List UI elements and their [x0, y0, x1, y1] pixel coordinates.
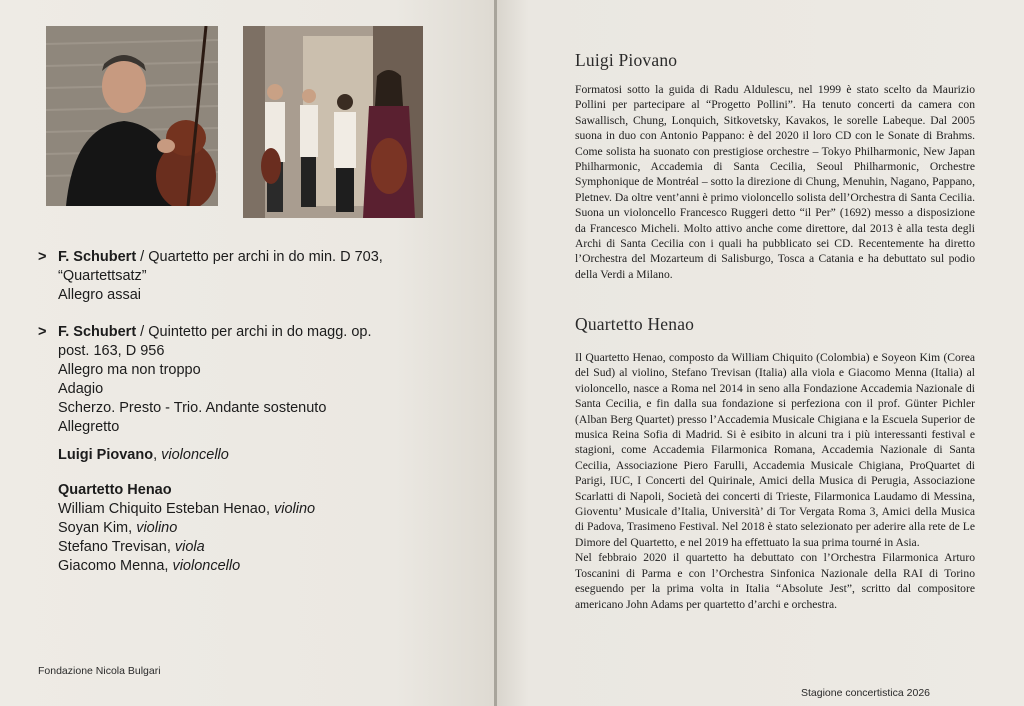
comma: , [265, 501, 274, 517]
bio-henao-text [575, 350, 975, 612]
work-1-movement-1: Allegro assai [58, 287, 142, 303]
bio-henao-paragraph-1: Il Quartetto Henao, composto da William Chiquito (Colombia) e Soyeon Kim (Corea del Sud) al violino, Stefano Trevisan (Italia) alla viola e Giacomo Menna (Italia) al violoncello, nasce a Roma nel 2014 in seno alla Fondazione Accademia Nazionale di Santa Cecilia, e fin dalla sua fondazione si perfeziona con il prof. Günter Pichler (Alban Berg Quartet) presso l’Accademia Musicale Chigiana e la Escuela Superior de musica Reina Sofia di Madrid. Si è esibito in alcuni tra i più interessanti festival e stagioni, come Accademia Filarmonica Romana, Accademia Nazionale di Santa Cecilia, Associazione Piero Farulli, Accademia Musicale Chigiana, ProQuartet di Parigi, IUC, I Concerti del Quirinale, Amici della Musica di Perugia, Associazione Scarlatti di Napoli, Società dei concerti di Trieste, Filarmonica Laudamo di Messina, Gioventu’ Musicale d’Italia, Università’ di Tor Vergata Roma 3, Amici della Musica di Padova, Trasimeno Festival. Nel 2018 è stato selezionato per aderire alla rete de Le Dimore del Quartetto, e nel 2019 ha effettuato la sua prima tourné in Asia. [575, 351, 975, 549]
work-2-title: Quintetto per archi in do magg. op. [148, 324, 372, 340]
comma: , [164, 558, 173, 574]
work-2-movement-1: Allegro ma non troppo [58, 362, 201, 378]
member-4-name: Giacomo Menna [58, 558, 165, 574]
work-2-movement-3: Scherzo. Presto - Trio. Andante sostenuto [58, 400, 327, 416]
cellist-photo [46, 26, 218, 206]
work-1-subtitle: “Quartettsatz” [58, 268, 147, 284]
member-1 [58, 500, 315, 519]
member-3-name: Stefano Trevisan [58, 539, 167, 555]
footer-left: Fondazione Nicola Bulgari [38, 665, 161, 677]
separator: / [136, 249, 149, 265]
work-2 [38, 323, 372, 437]
ensemble [38, 481, 315, 576]
member-2-role: violino [136, 520, 178, 536]
right-page [497, 0, 1024, 706]
soloist [38, 446, 229, 465]
comma: , [128, 520, 137, 536]
separator: / [136, 324, 149, 340]
member-4-role: violoncello [172, 558, 241, 574]
bio-piovano-text [575, 82, 975, 282]
bullet-arrow-icon: > [38, 324, 47, 340]
soloist-role: violoncello [161, 447, 229, 463]
member-1-name: William Chiquito Esteban Henao [58, 501, 266, 517]
bullet-arrow-icon: > [38, 249, 47, 265]
work-1 [38, 248, 383, 305]
soloist-name: Luigi Piovano [58, 447, 154, 463]
comma: , [166, 539, 175, 555]
work-2-subtitle: post. 163, D 956 [58, 343, 165, 359]
bio-henao-title: Quartetto Henao [575, 314, 695, 334]
bio-piovano-paragraph: Formatosi sotto la guida di Radu Aldulescu, nel 1999 è stato scelto da Maurizio Pollini per partecipare al “Progetto Pollini”. Ha tenuto concerti da camera con Sawallisch, Chung, Lonquich, Sitkovetsky, Kavakos, le sorelle Labeque. Dal 2005 suona in duo con Antonio Pappano: è del 2020 il loro CD con le Sonate di Brahms. Come solista ha suonato con prestigiose orchestre – Tokyo Philharmonic, New Japan Philharmonic, Accademia di Santa Cecilia, Seoul Philharmonic, Orchestre Symphonique de Montréal – sotto la direzione di Chung, Menuhin, Nagano, Pappano, Pletnev. Da oltre vent’anni è primo violoncello solista dell’Orchestra di Santa Cecilia. Suona un violoncello Francesco Ruggeri detto “il Per” (1692) messo a disposizione da Francesco Micheli. Molto attivo anche come direttore, dal 2013 è alla testa degli Archi di Santa Cecilia con i quali ha pubblicato sei CD. Recentemente ha diretto l’Orchestra del Mozarteum di Salisburgo, Tosca a Catania e ha debuttato sul podio della Verdi a Milano. [575, 83, 975, 281]
member-3 [58, 538, 315, 557]
member-2-name: Soyan Kim [58, 520, 129, 536]
work-1-composer: F. Schubert [58, 249, 137, 265]
bio-henao-paragraph-2: Nel febbraio 2020 il quartetto ha debuttato con l’Orchestra Filarmonica Arturo Toscanini di Parma e con l’Orchestra Sinfonica Nazionale della RAI di Torino eseguendo per la prima volta in Italia “Absolute Jest”, scritto dal compositore americano John Adams per quartetto d’archi e orchestra. [575, 551, 975, 611]
member-2 [58, 519, 315, 538]
member-3-role: viola [174, 539, 205, 555]
comma: , [153, 447, 162, 463]
quartet-photo-illustration [243, 26, 423, 218]
cellist-photo-illustration [46, 26, 218, 206]
quartet-photo [243, 26, 423, 218]
footer-right: Stagione concertistica 2026 [801, 687, 930, 699]
work-2-movement-2: Adagio [58, 381, 104, 397]
left-page [0, 0, 494, 706]
bio-piovano-title: Luigi Piovano [575, 50, 678, 70]
member-4 [58, 557, 315, 576]
member-1-role: violino [274, 501, 316, 517]
work-2-composer: F. Schubert [58, 324, 137, 340]
work-1-title: Quartetto per archi in do min. D 703, [148, 249, 383, 265]
work-2-movement-4: Allegretto [58, 419, 120, 435]
ensemble-name: Quartetto Henao [58, 482, 172, 498]
